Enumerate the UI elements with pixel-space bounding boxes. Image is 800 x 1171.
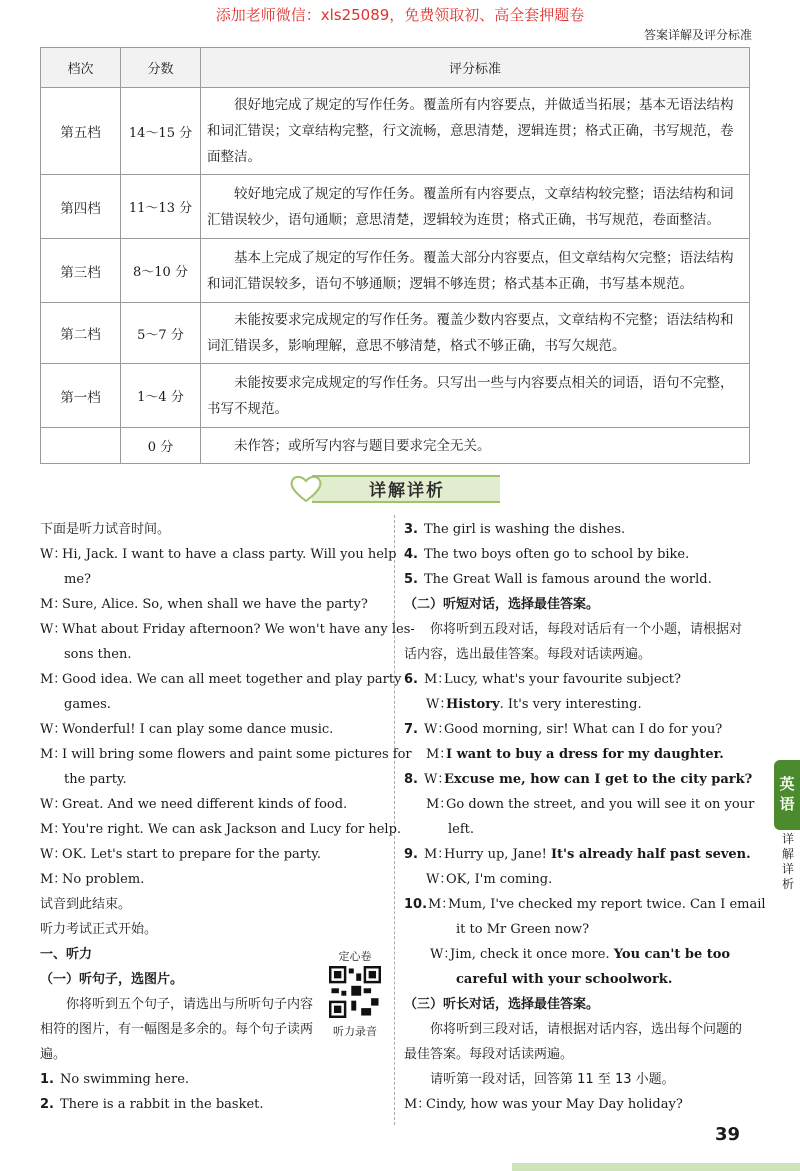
question-number: 9.: [404, 847, 418, 862]
sub3-instructions: 你将听到三段对话，请根据对话内容，选出每个问题的最佳答案。每段对话读两遍。: [404, 1022, 743, 1062]
table-header-row: [41, 48, 750, 88]
speaker-label: W：: [426, 697, 453, 712]
table-row: [41, 428, 750, 464]
dialogue-line: games.: [64, 697, 111, 712]
answer-key: careful with your schoolwork.: [456, 972, 673, 987]
speaker-label: W：: [40, 847, 67, 862]
speaker-label: W：: [40, 797, 67, 812]
question-number: 8.: [404, 772, 418, 787]
trial-intro: 下面是听力试音时间。: [40, 522, 171, 537]
score-cell: 14～15 分: [121, 88, 201, 175]
speaker-label: M：: [426, 797, 453, 812]
dialogue-line: [404, 792, 755, 817]
dialogue-text: . It's very interesting.: [499, 697, 642, 712]
question-text: No swimming here.: [60, 1072, 190, 1087]
dialogue-line: me?: [64, 572, 91, 587]
dialogue-text: Go down the street, and you will see it on your: [446, 797, 755, 812]
criteria-cell: 基本上完成了规定的写作任务。覆盖大部分内容要点，但文章结构欠完整；语法结构和词汇错误较多，语句不够通顺；逻辑不够连贯；格式基本正确，书写基本规范。: [201, 239, 750, 303]
dialogue-line: it to Mr Green now?: [456, 922, 590, 937]
question-item: [404, 892, 766, 917]
question-item: [404, 842, 751, 867]
question-item: [40, 1067, 386, 1092]
level-cell: 第二档: [41, 303, 121, 364]
side-section-label: 详解详析: [781, 832, 794, 891]
dialogue-line: [40, 617, 415, 642]
speaker-label: W：: [40, 547, 67, 562]
dialogue-line: [40, 842, 386, 867]
answer-key: You can't be too: [613, 947, 731, 962]
dialogue-line: [404, 692, 748, 717]
speaker-label: M：: [40, 672, 67, 687]
dialogue-line: [404, 867, 748, 892]
answer-key: It's already half past seven.: [550, 847, 751, 862]
dialogue-line: [40, 792, 386, 817]
page-number: 39: [714, 1124, 740, 1145]
speaker-label: M：: [40, 822, 67, 837]
sub3-note: 请听第一段对话，回答第 11 至 13 小题。: [430, 1072, 675, 1087]
question-item: [404, 667, 748, 692]
dialogue-text: Cindy, how was your May Day holiday?: [426, 1097, 683, 1112]
dialogue-text: Hi, Jack. I want to have a class party. Will you help: [62, 547, 397, 562]
question-item: [404, 767, 753, 792]
header-criteria: 评分标准: [201, 48, 750, 88]
question-item: [404, 517, 748, 542]
table-row: [41, 88, 750, 175]
question-text: The Great Wall is famous around the world.: [424, 572, 712, 587]
section-title: 详解详析: [369, 481, 445, 501]
dialogue-line: sons then.: [64, 647, 132, 662]
criteria-cell: 很好地完成了规定的写作任务。覆盖所有内容要点，并做适当拓展；基本无语法结构和词汇错误；文章结构完整，行文流畅，意思清楚，逻辑连贯；格式正确，书写规范，卷面整洁。: [201, 88, 750, 175]
sub1-heading: （一）听句子，选图片。: [40, 972, 184, 987]
question-text: The two boys often go to school by bike.: [424, 547, 690, 562]
dialogue-text: I will bring some flowers and paint some pictures for: [62, 747, 412, 762]
question-item: [40, 1092, 386, 1117]
question-number: 5.: [404, 572, 418, 587]
question-number: 3.: [404, 522, 418, 537]
speaker-label: W：: [40, 722, 67, 737]
scoring-rubric-table: [40, 47, 750, 464]
right-column: [404, 517, 766, 1117]
question-item: [404, 567, 748, 592]
question-number: 6.: [404, 672, 418, 687]
level-cell: 第三档: [41, 239, 121, 303]
dialogue-text: OK. Let's start to prepare for the party.: [62, 847, 321, 862]
score-cell: 5～7 分: [121, 303, 201, 364]
dialogue-text: Lucy, what's your favourite subject?: [444, 672, 682, 687]
speaker-label: M：: [40, 747, 67, 762]
dialogue-line: [40, 817, 402, 842]
question-text: There is a rabbit in the basket.: [60, 1097, 264, 1112]
subject-tab[interactable]: 英语: [774, 760, 800, 830]
dialogue-line: [404, 967, 748, 992]
speaker-label: M：: [40, 872, 67, 887]
dialogue-text: Hurry up, Jane!: [444, 847, 551, 862]
criteria-cell: 未能按要求完成规定的写作任务。只写出一些与内容要点相关的词语，语句不完整，书写不规范。: [201, 364, 750, 428]
score-cell: 0 分: [121, 428, 201, 464]
answer-key: Excuse me, how can I get to the city park?: [444, 772, 753, 787]
score-cell: 1～4 分: [121, 364, 201, 428]
dialogue-text: Good idea. We can all meet together and play party: [62, 672, 402, 687]
question-text: The girl is washing the dishes.: [424, 522, 626, 537]
exam-start: 听力考试正式开始。: [40, 922, 158, 937]
level-cell: 第五档: [41, 88, 121, 175]
dialogue-line: [40, 542, 397, 567]
dialogue-line: [404, 942, 748, 967]
table-row: [41, 303, 750, 364]
level-cell: 第四档: [41, 175, 121, 239]
dialogue-line: the party.: [64, 772, 127, 787]
bottom-decor-strip: [512, 1163, 800, 1171]
speaker-label: W：: [40, 622, 67, 637]
speaker-label: M：: [426, 747, 453, 762]
sub3-heading: （三）听长对话，选择最佳答案。: [404, 997, 600, 1012]
dialogue-text: OK, I'm coming.: [446, 872, 553, 887]
dialogue-line: left.: [448, 822, 475, 837]
dialogue-text: Jim, check it once more.: [450, 947, 614, 962]
speaker-label: W：: [426, 872, 453, 887]
sub1-instructions: 你将听到五个句子，请选出与所听句子内容相符的图片，有一幅图是多余的。每个句子读两遍。: [40, 997, 314, 1062]
question-number: 1.: [40, 1072, 54, 1087]
qr-label-top: 定心卷: [338, 950, 372, 963]
criteria-cell: 未能按要求完成规定的写作任务。覆盖少数内容要点，文章结构不完整；语法结构和词汇错误多，影响理解，意思不够清楚，格式不够正确，书写欠规范。: [201, 303, 750, 364]
score-cell: 8～10 分: [121, 239, 201, 303]
promo-banner: 添加老师微信：xls25089，免费领取初、高全套押题卷: [215, 6, 585, 24]
answer-key: I want to buy a dress for my daughter.: [446, 747, 724, 762]
dialogue-line: [40, 717, 386, 742]
part-heading: 一、听力: [40, 947, 93, 962]
dialogue-text: You're right. We can ask Jackson and Lucy for help.: [62, 822, 402, 837]
table-row: [41, 175, 750, 239]
heart-icon: [288, 472, 324, 504]
criteria-cell: 较好地完成了规定的写作任务。覆盖所有内容要点，文章结构较完整；语法结构和词汇错误较少，语句通顺；意思清楚，逻辑较为连贯；格式正确，书写规范，卷面整洁。: [201, 175, 750, 239]
speaker-label: W：: [424, 722, 451, 737]
sub2-instructions: 你将听到五段对话，每段对话后有一个小题，请根据对话内容，选出最佳答案。每段对话读两遍。: [404, 622, 743, 662]
level-cell: 第一档: [41, 364, 121, 428]
dialogue-text: No problem.: [62, 872, 145, 887]
running-header: 答案详解及评分标准: [643, 28, 752, 42]
dialogue-text: Sure, Alice. So, when shall we have the party?: [62, 597, 368, 612]
question-item: [404, 717, 748, 742]
dialogue-text: What about Friday afternoon? We won't have any les-: [62, 622, 415, 637]
trial-end: 试音到此结束。: [40, 897, 132, 912]
question-number: 2.: [40, 1097, 54, 1112]
dialogue-line: [40, 667, 402, 692]
dialogue-line: [404, 1092, 748, 1117]
question-item: [404, 542, 748, 567]
qr-label-bottom: 听力录音: [333, 1025, 377, 1038]
header-score: 分数: [121, 48, 201, 88]
speaker-label: W：: [430, 947, 457, 962]
table-row: [41, 364, 750, 428]
criteria-cell: 未作答；或所写内容与题目要求完全无关。: [201, 428, 750, 464]
dialogue-text: Mum, I've checked my report twice. Can I email: [448, 897, 766, 912]
qr-code-icon[interactable]: [329, 966, 381, 1018]
level-cell: [41, 428, 121, 464]
question-number: 10.: [404, 897, 428, 912]
table-row: [41, 239, 750, 303]
speaker-label: M：: [424, 672, 451, 687]
dialogue-line: [40, 867, 386, 892]
qr-code-block[interactable]: [324, 948, 386, 1040]
dialogue-text: Wonderful! I can play some dance music.: [62, 722, 334, 737]
answer-key: History: [446, 697, 500, 712]
header-level: 档次: [41, 48, 121, 88]
speaker-label: M：: [40, 597, 67, 612]
speaker-label: M：: [424, 847, 451, 862]
question-number: 4.: [404, 547, 418, 562]
sub2-heading: （二）听短对话，选择最佳答案。: [404, 597, 600, 612]
speaker-label: M：: [428, 897, 455, 912]
dialogue-line: [40, 592, 386, 617]
score-cell: 11～13 分: [121, 175, 201, 239]
speaker-label: W：: [424, 772, 451, 787]
dialogue-line: [404, 742, 748, 767]
dialogue-text: Great. And we need different kinds of food.: [62, 797, 348, 812]
question-number: 7.: [404, 722, 418, 737]
section-banner: [270, 470, 520, 506]
dialogue-text: Good morning, sir! What can I do for you?: [444, 722, 723, 737]
speaker-label: M：: [404, 1097, 431, 1112]
column-divider: [394, 515, 395, 1125]
dialogue-line: [40, 742, 412, 767]
